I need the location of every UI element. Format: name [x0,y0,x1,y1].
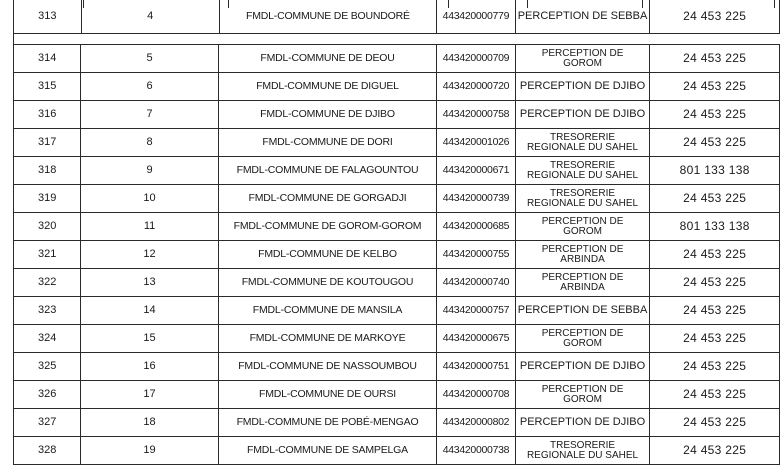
treasury-line: GOROM [563,393,602,405]
row-number: 313 [14,0,82,34]
treasury-line: PERCEPTION DE [541,243,624,255]
table-row [14,213,780,241]
treasury-office [515,129,650,157]
allocation-amount: 24 453 225 [650,269,780,297]
subdivision-name: FMDL-COMMUNE DE DIGUEL [218,73,436,101]
account-number: 443420000779 [437,0,516,34]
treasury-line: PERCEPTION DE DJIBO [519,416,646,428]
account-number: 443420000751 [437,353,516,381]
subdivision-name: FMDL-COMMUNE DE POBÉ-MENGAO [218,409,436,437]
treasury-line: TRESORERIE [550,159,616,171]
table-row [14,325,780,353]
subdivision-name: FMDL-COMMUNE DE MARKOYE [218,325,436,353]
treasury-line: GOROM [563,225,602,237]
row-index: 15 [81,325,219,353]
account-number: 443420000709 [437,45,516,73]
row-index: 5 [81,45,219,73]
treasury-office [515,297,650,325]
row-number: 320 [14,213,81,241]
allocation-amount: 801 133 138 [650,213,780,241]
row-index: 10 [81,185,219,213]
treasury-line: PERCEPTION DE DJIBO [519,108,646,120]
treasury-line: PERCEPTION DE [541,47,624,59]
account-number: 443420000740 [437,269,516,297]
subdivision-name: FMDL-COMMUNE DE GORGADJI [218,185,436,213]
treasury-office [515,45,650,73]
row-number: 317 [14,129,81,157]
subdivision-name: FMDL-COMMUNE DE SAMPELGA [218,437,436,465]
table-row [14,241,780,269]
subdivision-name: FMDL-COMMUNE DE DJIBO [218,101,436,129]
row-number: 322 [14,269,81,297]
table-row [14,185,780,213]
treasury-line: REGIONALE DU SAHEL [526,141,639,153]
account-number: 443420000739 [437,185,516,213]
subdivision-name: FMDL-COMMUNE DE MANSILA [218,297,436,325]
row-number: 318 [14,157,81,185]
table-row [14,157,780,185]
account-number: 443420000802 [437,409,516,437]
treasury-office [515,381,650,409]
table-row [14,269,780,297]
treasury-line: ARBINDA [560,281,605,293]
subdivision-name: FMDL-COMMUNE DE FALAGOUNTOU [218,157,436,185]
treasury-line: GOROM [563,57,602,69]
treasury-line: REGIONALE DU SAHEL [526,197,639,209]
treasury-line: REGIONALE DU SAHEL [526,449,639,461]
row-index: 18 [81,409,219,437]
allocation-amount: 24 453 225 [650,381,780,409]
treasury-line: PERCEPTION DE [541,271,624,283]
allocation-amount: 24 453 225 [650,185,780,213]
table-row [14,129,780,157]
treasury-line: PERCEPTION DE DJIBO [519,80,646,92]
table-row [14,381,780,409]
row-index: 7 [81,101,219,129]
row-number: 323 [14,297,81,325]
row-index: 11 [81,213,219,241]
treasury-line: PERCEPTION DE DJIBO [519,360,646,372]
allocation-amount: 24 453 225 [650,241,780,269]
table-gap [13,34,776,44]
subdivision-name: FMDL-COMMUNE DE BOUNDORÉ [219,0,436,34]
account-number: 443420000758 [437,101,516,129]
account-number: 443420000671 [437,157,516,185]
account-number: 443420000757 [437,297,516,325]
table-row [14,437,780,465]
row-index: 14 [81,297,219,325]
row-number: 319 [14,185,81,213]
treasury-office [515,241,650,269]
treasury-office [515,353,650,381]
row-number: 316 [14,101,81,129]
subdivision-name: FMDL-COMMUNE DE DORI [218,129,436,157]
treasury-office [515,157,650,185]
treasury-line: TRESORERIE [550,131,616,143]
table-row [14,101,780,129]
allocation-amount: 24 453 225 [650,101,780,129]
main-table-body [14,45,780,465]
treasury-office [515,101,650,129]
treasury-office [515,437,650,465]
subdivision-name: FMDL-COMMUNE DE OURSI [218,381,436,409]
treasury-office [515,73,650,101]
table-row [14,409,780,437]
table-row [14,73,780,101]
account-number: 443420000685 [437,213,516,241]
allocation-amount: 24 453 225 [650,73,780,101]
treasury-office [515,325,650,353]
treasury-line: PERCEPTION DE SEBBA [517,9,648,22]
row-index: 19 [81,437,219,465]
top-table-body [14,0,780,34]
treasury-office [515,0,650,34]
account-number: 443420001026 [437,129,516,157]
row-index: 16 [81,353,219,381]
row-number: 321 [14,241,81,269]
allocation-amount: 24 453 225 [650,45,780,73]
row-index: 13 [81,269,219,297]
row-number: 328 [14,437,81,465]
row-index: 6 [81,73,219,101]
row-number: 324 [14,325,81,353]
top-table [13,0,780,34]
row-index: 8 [81,129,219,157]
table-row [14,353,780,381]
row-number: 327 [14,409,81,437]
subdivision-name: FMDL-COMMUNE DE KOUTOUGOU [218,269,436,297]
allocation-amount: 801 133 138 [650,157,780,185]
row-number: 326 [14,381,81,409]
treasury-line: TRESORERIE [550,187,616,199]
row-number: 315 [14,73,81,101]
treasury-office [515,409,650,437]
subdivision-name: FMDL-COMMUNE DE GOROM-GOROM [218,213,436,241]
account-number: 443420000720 [437,73,516,101]
row-index: 4 [81,0,219,34]
table-row [14,45,780,73]
treasury-line: TRESORERIE [550,439,616,451]
treasury-line: PERCEPTION DE SEBBA [517,304,648,316]
subdivision-name: FMDL-COMMUNE DE DEOU [218,45,436,73]
treasury-office [515,213,650,241]
subdivision-name: FMDL-COMMUNE DE KELBO [218,241,436,269]
table-row [14,297,780,325]
treasury-line: REGIONALE DU SAHEL [526,169,639,181]
row-number: 325 [14,353,81,381]
main-table [13,44,780,465]
treasury-office [515,269,650,297]
treasury-line: PERCEPTION DE [541,327,624,339]
allocation-amount: 24 453 225 [650,297,780,325]
account-number: 443420000708 [437,381,516,409]
treasury-office [515,185,650,213]
table-row [14,0,780,34]
treasury-line: PERCEPTION DE [541,383,624,395]
account-number: 443420000738 [437,437,516,465]
row-index: 9 [81,157,219,185]
allocation-amount: 24 453 225 [650,129,780,157]
allocation-amount: 24 453 225 [650,409,780,437]
treasury-line: ARBINDA [560,253,605,265]
treasury-line: GOROM [563,337,602,349]
row-index: 17 [81,381,219,409]
account-number: 443420000675 [437,325,516,353]
row-index: 12 [81,241,219,269]
subdivision-name: FMDL-COMMUNE DE NASSOUMBOU [218,353,436,381]
allocation-amount: 24 453 225 [650,325,780,353]
account-number: 443420000755 [437,241,516,269]
row-number: 314 [14,45,81,73]
allocation-amount: 24 453 225 [650,0,780,34]
allocation-amount: 24 453 225 [650,353,780,381]
allocation-amount: 24 453 225 [650,437,780,465]
treasury-line: PERCEPTION DE [541,215,624,227]
